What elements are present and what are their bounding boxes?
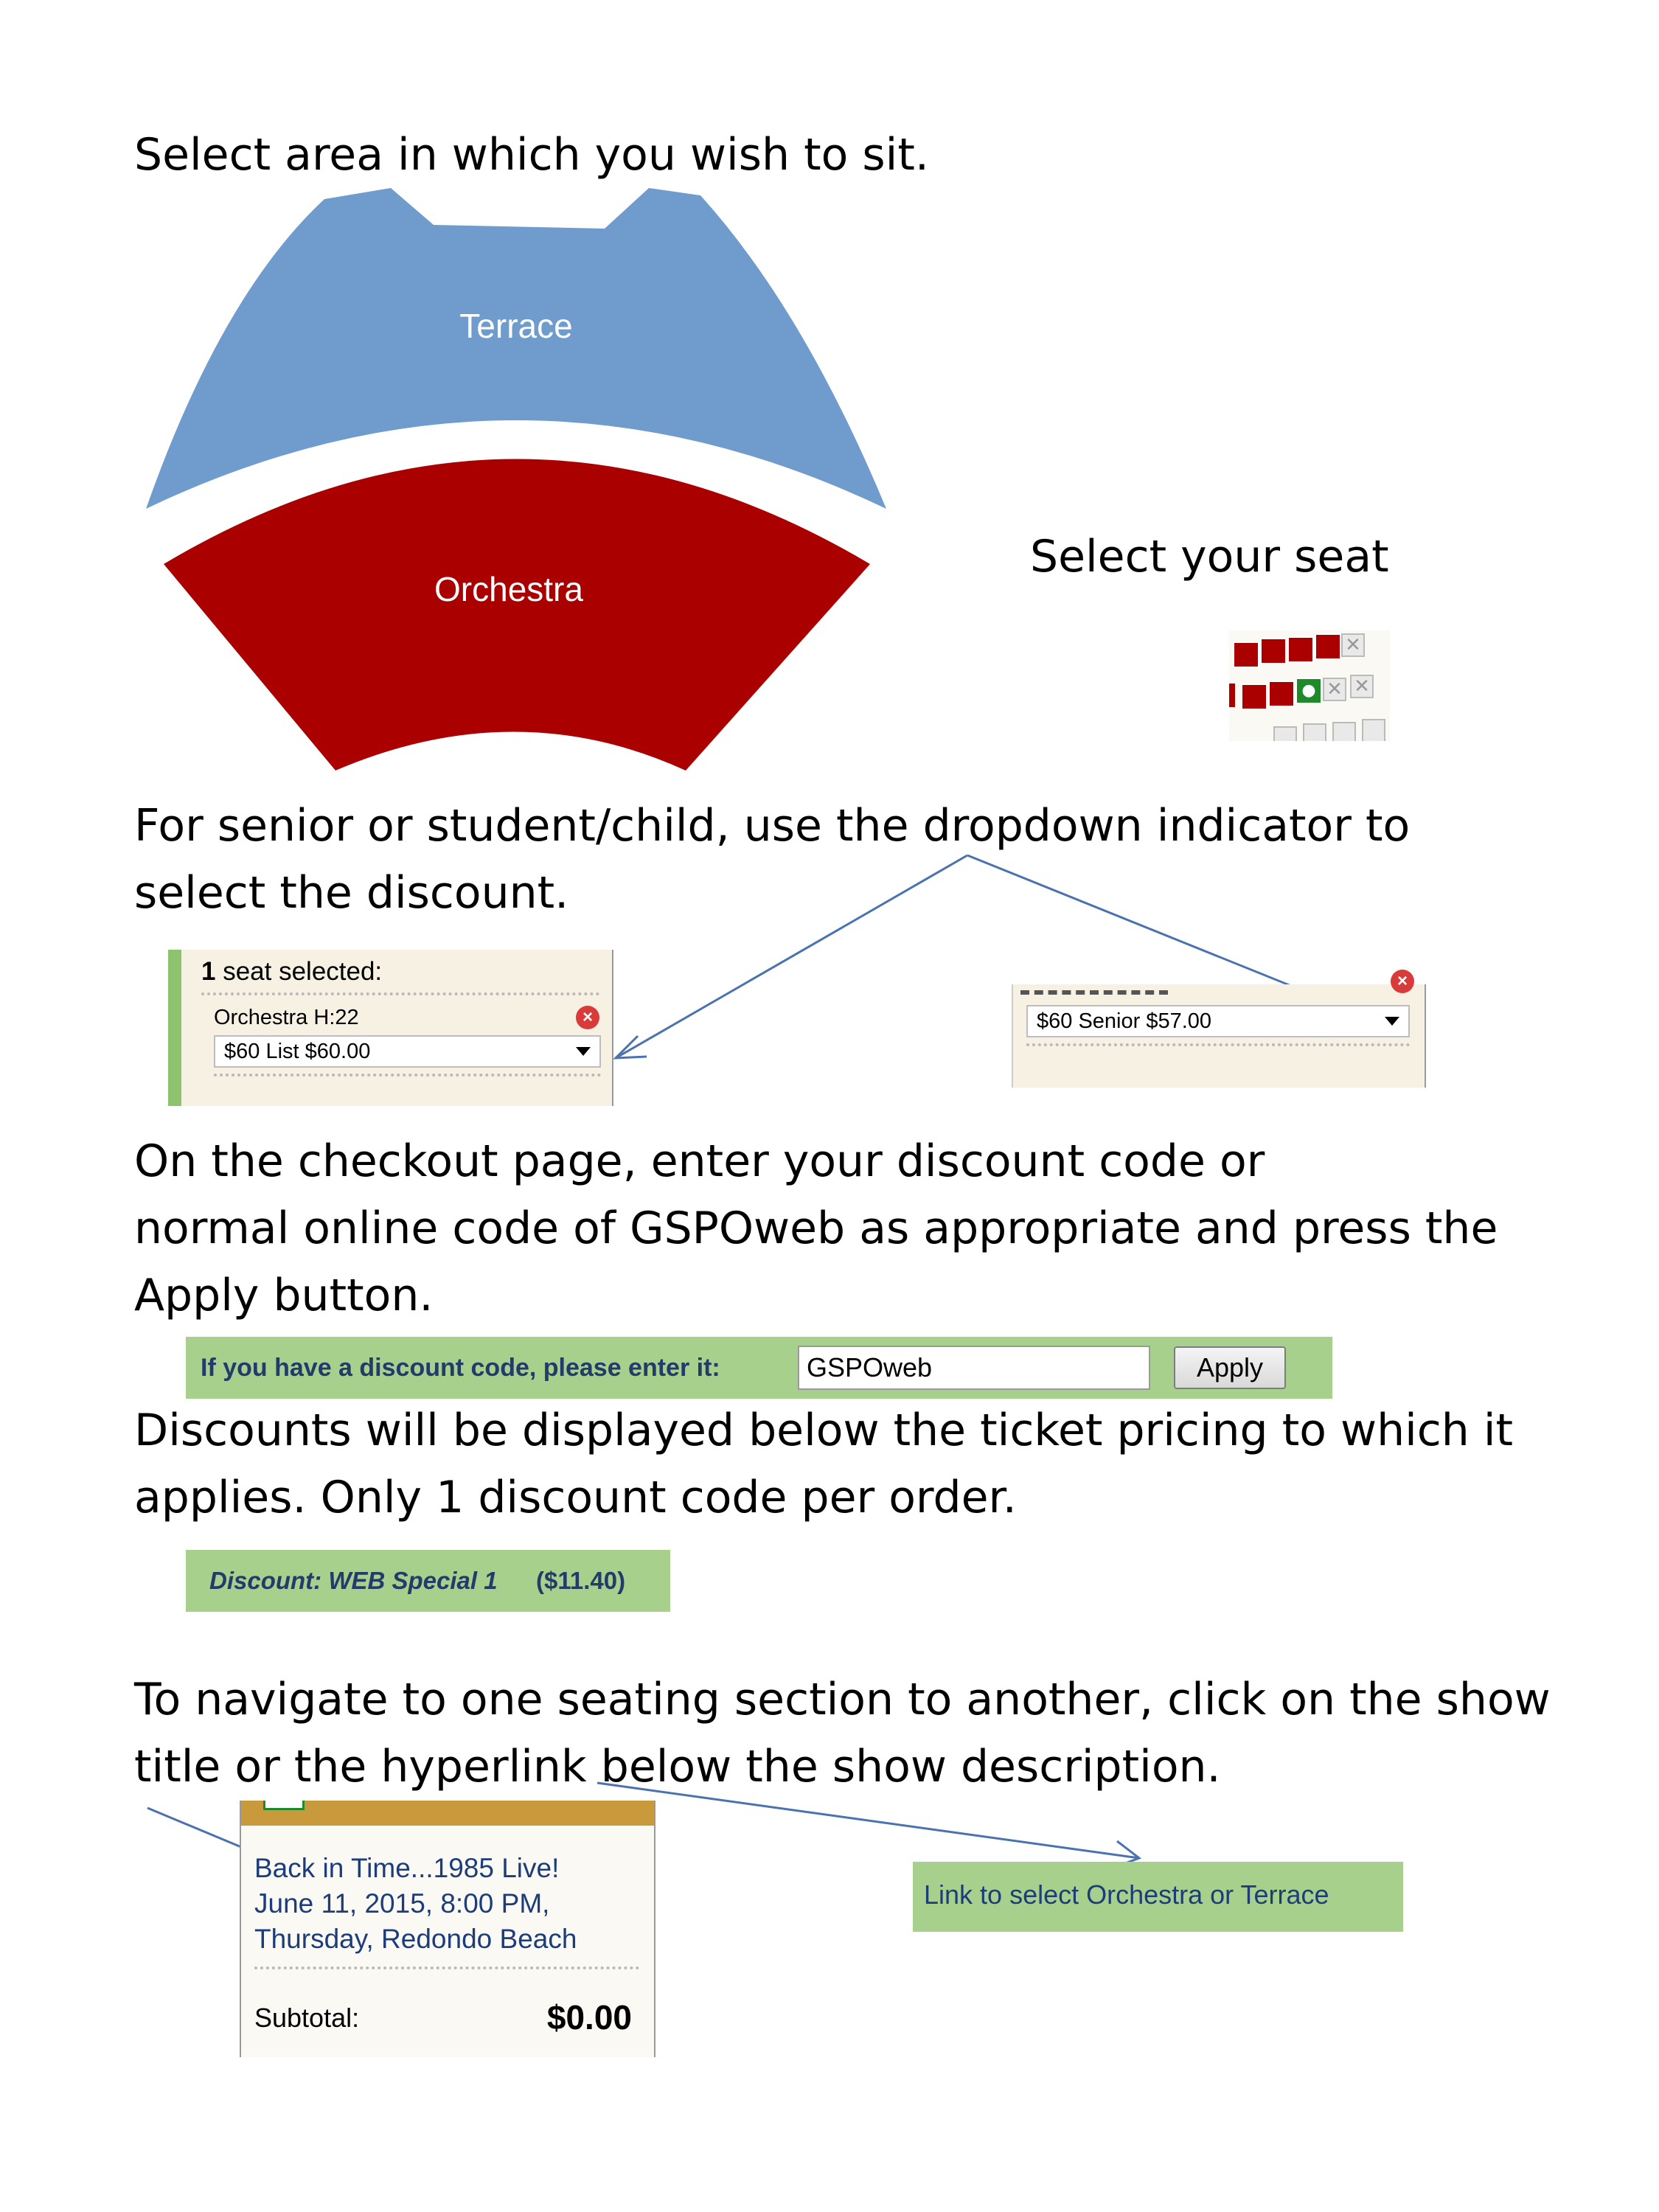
price-option-value: $60 Senior $57.00 bbox=[1037, 1009, 1212, 1033]
seats-selected-heading bbox=[201, 951, 603, 992]
show-date: June 11, 2015, 8:00 PM, bbox=[254, 1888, 550, 1919]
divider bbox=[254, 1966, 639, 1969]
seat-occupied[interactable] bbox=[1287, 636, 1314, 663]
seat-unavailable-icon: ✕ bbox=[1350, 675, 1374, 698]
remove-seat-icon[interactable]: × bbox=[576, 1006, 599, 1029]
discount-code-value: GSPOweb bbox=[807, 1352, 933, 1382]
price-type-select[interactable] bbox=[214, 1035, 601, 1068]
show-card bbox=[240, 1801, 655, 2057]
discount-code-input[interactable] bbox=[798, 1346, 1150, 1390]
instruction-discounts-displayed: Discounts will be displayed below the ticket pricing to which it applies. Only 1 discount code per order. bbox=[134, 1405, 1514, 1523]
arrow-to-left-dropdown bbox=[616, 855, 967, 1058]
arrow-head-left-dropdown bbox=[616, 1036, 647, 1058]
dropdown-caret-icon[interactable] bbox=[1385, 1017, 1399, 1026]
orchestra-label: Orchestra bbox=[434, 570, 583, 608]
seat-occupied[interactable] bbox=[1229, 684, 1235, 707]
seat-selected-person-icon[interactable]: ● bbox=[1295, 678, 1322, 704]
seat-unavailable-icon bbox=[1303, 723, 1326, 741]
seat-unavailable-icon: ✕ bbox=[1323, 678, 1346, 701]
seat-unavailable-icon bbox=[1332, 722, 1356, 741]
seat-unavailable-icon bbox=[1362, 719, 1385, 741]
apply-button[interactable]: Apply bbox=[1174, 1346, 1286, 1389]
seat-unavailable-icon: ✕ bbox=[1341, 633, 1365, 657]
seat-occupied[interactable] bbox=[1260, 638, 1287, 664]
collapse-tab[interactable] bbox=[263, 1801, 305, 1810]
seat-unavailable-icon bbox=[1273, 726, 1297, 741]
seat-heading-text: seat selected: bbox=[215, 957, 383, 986]
discount-code-label: If you have a discount code, please enter it: bbox=[201, 1354, 720, 1382]
discount-name: Discount: WEB Special 1 bbox=[209, 1567, 498, 1594]
panel-accent-bar bbox=[168, 950, 181, 1106]
seat-occupied[interactable] bbox=[1315, 633, 1341, 660]
cropped-seat-label bbox=[1020, 984, 1168, 995]
instruction-select-seat: Select your seat bbox=[1030, 531, 1389, 582]
seat-occupied[interactable] bbox=[1268, 681, 1295, 707]
subtotal-value: $0.00 bbox=[546, 1998, 632, 2037]
seat-occupied[interactable] bbox=[1241, 684, 1267, 710]
select-section-link[interactable]: Link to select Orchestra or Terrace bbox=[924, 1879, 1329, 1910]
divider bbox=[214, 1074, 601, 1077]
show-card-header bbox=[241, 1801, 654, 1826]
remove-seat-icon[interactable]: × bbox=[1391, 970, 1414, 993]
instruction-discount-dropdown: For senior or student/child, use the dropdown indicator to select the discount. bbox=[134, 800, 1411, 919]
terrace-label: Terrace bbox=[459, 307, 573, 345]
seat-selection-panel-senior bbox=[1012, 971, 1426, 1088]
instruction-navigate: To navigate to one seating section to another, click on the show title or the hyperlink below the show description. bbox=[134, 1674, 1551, 1792]
instruction-select-area: Select area in which you wish to sit. bbox=[134, 129, 929, 181]
divider bbox=[201, 992, 599, 995]
arrow-to-hyperlink bbox=[597, 1783, 1139, 1858]
subtotal-label: Subtotal: bbox=[254, 2003, 360, 2033]
seat-label: Orchestra H:22 bbox=[214, 1006, 359, 1029]
seat-occupied[interactable] bbox=[1233, 641, 1259, 668]
dropdown-caret-icon[interactable] bbox=[576, 1047, 591, 1056]
orchestra-section[interactable] bbox=[164, 459, 870, 771]
section-link-box bbox=[913, 1862, 1403, 1932]
show-day-venue: Thursday, Redondo Beach bbox=[254, 1924, 577, 1954]
seat-grid bbox=[1229, 630, 1390, 741]
instruction-checkout: On the checkout page, enter your discount code or normal online code of GSPOweb as appropriate and press the Apply button. bbox=[134, 1135, 1498, 1321]
seat-selection-panel bbox=[168, 950, 613, 1106]
price-option-value: $60 List $60.00 bbox=[224, 1040, 371, 1063]
price-type-select[interactable] bbox=[1026, 1005, 1410, 1037]
discount-amount: ($11.40) bbox=[536, 1567, 626, 1594]
show-title-link[interactable]: Back in Time...1985 Live! bbox=[254, 1853, 560, 1883]
discount-code-bar bbox=[186, 1337, 1332, 1399]
seat-count: 1 bbox=[201, 957, 216, 986]
discount-line bbox=[186, 1550, 670, 1612]
divider bbox=[1026, 1043, 1410, 1046]
